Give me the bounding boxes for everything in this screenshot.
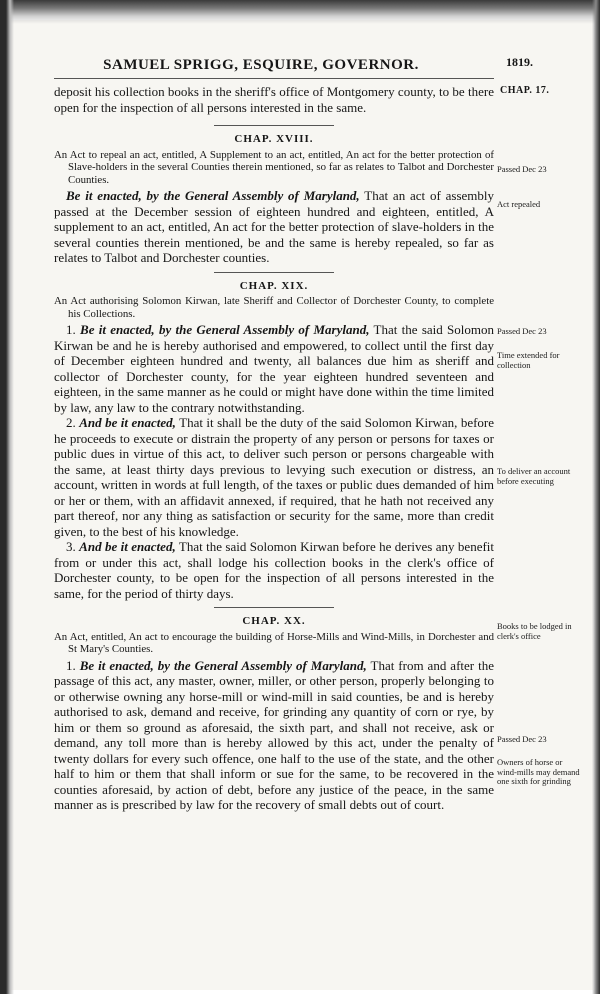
margin-note: Passed Dec 23 bbox=[497, 734, 547, 744]
margin-note: Passed Dec 23 bbox=[497, 326, 547, 336]
section-text: That the said Solomon Kirwan be and he is hereby authorised and empowered, to collect until the first day of December eighteen hundred and twenty, all balances due him as sheriff and collector of Dorchester county, for the year eighteen hundred seventeen and eighteen, in the same manner as he could or might have done within the time limited by law, any law to the contrary notwithstanding. bbox=[54, 322, 495, 415]
section-text: That an act of assembly passed at the December session of eighteen hundred and eighteen, entitled, A supplement to an act, entitled, An act for the better protection of slave-holders in the several counties therein mentioned, be and the same is hereby repealed, so far as relates to Talbot and Dorchester counties. bbox=[54, 188, 494, 265]
act-title: An Act authorising Solomon Kirwan, late Sheriff and Collector of Dorchester County, to complete his Collections. bbox=[54, 295, 494, 320]
enacting-clause: And be it enacted, bbox=[79, 415, 176, 430]
section-number: 1. bbox=[66, 322, 76, 337]
enacting-clause: Be it enacted, by the General Assembly of Maryland, bbox=[66, 188, 360, 203]
page-body bbox=[54, 84, 494, 813]
scan-shadow-left bbox=[0, 0, 14, 994]
section-text: That it shall be the duty of the said Solomon Kirwan, before he proceeds to execute or distrain the property of any person or persons for taxes or public dues in virtue of this act, to deliver such person or persons chargeable with the same, at least thirty days previous to levying such execution or distress, an account, written in words at full length, of the taxes or public dues demanded of him or her or them, with an affidavit annexed, if required, that he hath not received any part thereof, nor any thing as satisfaction or security for the same, more than credit given, to the best of his knowledge. bbox=[54, 415, 495, 539]
chapter-rule bbox=[214, 272, 334, 273]
page-year: 1819. bbox=[506, 55, 533, 69]
chapter-rule bbox=[214, 607, 334, 608]
continuation-paragraph: deposit his collection books in the sheriff's office of Montgomery county, to be there open for the inspection of all persons interested in the same. bbox=[54, 84, 494, 115]
margin-note: Owners of horse or wind-mills may demand one sixth for grinding bbox=[497, 757, 580, 786]
enacting-clause: Be it enacted, by the General Assembly of Maryland, bbox=[79, 657, 367, 673]
enacting-clause: And be it enacted, bbox=[79, 539, 176, 554]
chapter-rule bbox=[214, 125, 334, 126]
section-text: That the said Solomon Kirwan before he derives any benefit from or under this act, shall lodge his collection books in the clerk's office of Dorchester county, to be open for the inspection of all persons interested in the same, for the period of thirty days. bbox=[54, 539, 495, 601]
section-number: 1. bbox=[66, 657, 76, 673]
section-number: 2. bbox=[66, 415, 76, 430]
margin-note: Act repealed bbox=[497, 199, 541, 209]
header-rule bbox=[54, 78, 494, 79]
section-paragraph bbox=[54, 188, 494, 266]
chapter-heading: CHAP. XVIII. bbox=[234, 133, 314, 145]
margin-note: Passed Dec 23 bbox=[497, 164, 547, 174]
margin-note: Time extended for collection bbox=[497, 350, 560, 370]
running-head: SAMUEL SPRIGG, ESQUIRE, GOVERNOR. bbox=[103, 57, 419, 73]
scan-shadow-right bbox=[592, 0, 600, 994]
enacting-clause: Be it enacted, by the General Assembly of Maryland, bbox=[80, 322, 370, 337]
act-title: An Act to repeal an act, entitled, A Supplement to an act, entitled, An act for the better protection of Slave-holders in the several Counties therein mentioned, so far as relates to Talbot and Dorchester Counties. bbox=[54, 148, 494, 186]
margin-note: Books to be lodged in clerk's office bbox=[497, 621, 572, 641]
section-paragraph bbox=[54, 322, 494, 415]
section-number: 3. bbox=[66, 539, 76, 554]
margin-note: To deliver an account before executing bbox=[497, 466, 571, 486]
chapter-catchword: CHAP. 17. bbox=[500, 85, 550, 96]
chapter-heading: CHAP. XIX. bbox=[239, 279, 309, 292]
act-title: An Act, entitled, An act to encourage the building of Horse-Mills and Wind-Mills, in Dorchester and St Mary's Counties. bbox=[54, 630, 494, 655]
section-text: That from and after the passage of this act, any master, owner, miller, or other person, properly belonging to or otherwise owning any horse-mill or wind-mill in said counties, be and is hereby authorised to ask, demand and receive, for grinding any quantity of corn or rye, by him or them so ground as aforesaid, the sixth part, and shall not receive, ask or demand, any toll more than is hereby allowed by this act, under the penalty of twenty dollars for every such offence, one half to the use of the state, and the other half to him or them that shall inform or sue for the same, to be recovered in the counties aforesaid, by action of debt, before any justice of the peace, in the same manner as is prescribed by law for the recovery of small debts out of court. bbox=[54, 657, 494, 812]
section-paragraph bbox=[54, 415, 494, 539]
section-paragraph bbox=[54, 658, 494, 813]
section-paragraph bbox=[54, 539, 494, 601]
scan-shadow-top bbox=[0, 0, 600, 24]
chapter-heading: CHAP. XX. bbox=[242, 615, 306, 627]
